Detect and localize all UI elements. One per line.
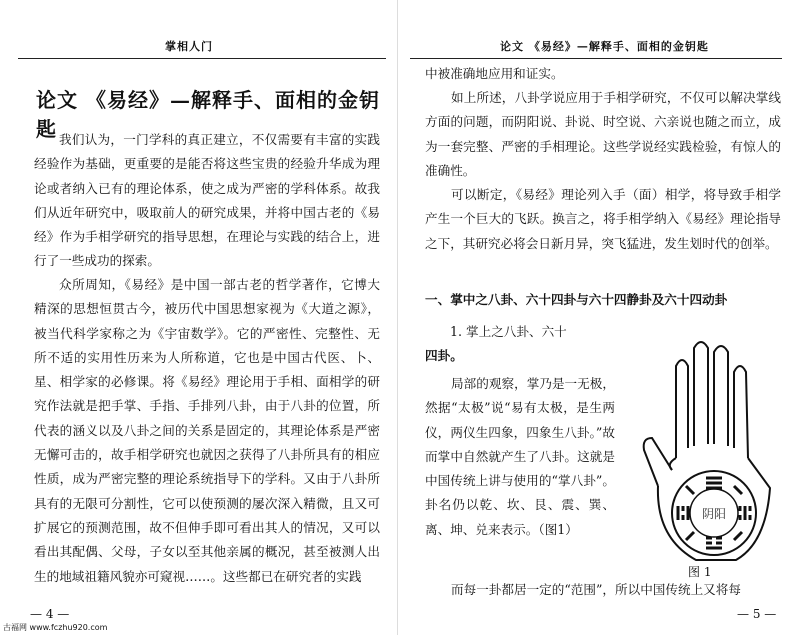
palm-illustration: [636, 338, 786, 568]
figure-caption: 图 1: [688, 565, 712, 579]
right-paragraph-3: 局部的观察，掌乃是一无极，然据“太极”说“易有太极，是生两仪，两仪生四象，四象生八卦。”故而掌中自然就产生了八卦。这就是中国传统上讲与使用的“掌八卦”。卦名仍以乾、坎、艮、震、巽、离、坤、兑来表示。（图1）: [425, 376, 615, 537]
left-header-rule: [18, 58, 386, 59]
palm-bagua-figure: [636, 338, 786, 568]
left-paragraph-2: 众所周知，《易经》是中国一部古老的哲学著作，它博大精深的思想恒贯古今，被历代中国思想家视为《大道之源》，被当代科学家称之为《宇宙数学》。它的严密性、完整性、无所不适的实用性历来为人所称道，它也是中国古代医、卜、星、相学家的必修课。将《易经》理论用于手相、面相学的研究作法就是把手掌、手指、手排列八卦，由于八卦的位置，所代表的涵义以及八卦之间的关系是固定的，其理论体系是严密无懈可击的，故手相学研究也就因之获得了八卦所具有的相应性质，成为严密完整的理论系统指导下的学科。又由于八卦所具有的无限可分割性，它可以使预测的屡次深入精微，且又可扩展它的预测范围，故不但伸手即可看出其人的情况，又可以看出其配偶、父母，子女以至其他亲属的概况，甚至被测人出生的地域祖籍风貌亦可窥视……。这些都已在研究者的实践: [34, 277, 380, 584]
right-paragraph-0: 中被准确地应用和证实。: [425, 66, 564, 81]
left-paragraph-1: 我们认为，一门学科的真正建立，不仅需要有丰富的实践经验作为基础，更重要的是能否将这些宝贵的经验升华成为理论或者纳入已有的理论体系，使之成为严密的学科体系。故我们从近年研究中，吸取前人的研究成果，并将中国古老的《易经》作为手相学研究的指导思想，在理论与实践的结合上，进行了一些成功的探索。: [34, 132, 380, 269]
subsection-heading-line2: 四卦。: [425, 348, 463, 363]
right-running-header: 论文 《易经》—解释手、面相的金钥匙: [500, 40, 709, 53]
right-page-number: — 5 —: [737, 607, 777, 621]
right-paragraph-4: 而每一卦都居一定的“范围”，所以中国传统上又将每: [451, 582, 741, 597]
right-paragraph-2: 可以断定，《易经》理论列入手（面）相学，将导致手相学产生一个巨大的飞跃。换言之，将手相学纳入《易经》理论指导之下，其研究必将会日新月异，突飞猛进，发生划时代的创举。: [425, 187, 781, 251]
left-page-number: — 4 —: [30, 607, 70, 621]
figure-yinyang-text: 阴阳: [702, 507, 727, 521]
left-running-header: 掌相人门: [165, 40, 213, 53]
right-header-rule: [410, 58, 782, 59]
subsection-heading-line1: 1. 掌上之八卦、六十: [450, 324, 567, 339]
article-title: 论文 《易经》—解释手、面相的金钥匙: [36, 88, 380, 141]
section-heading: 一、掌中之八卦、六十四卦与六十四静卦及六十四动卦: [425, 292, 728, 307]
right-paragraph-1: 如上所述，八卦学说应用于手相学研究，不仅可以解决掌线方面的问题，而阴阳说、卦说、时空说、六亲说也随之而立，成为一套完整、严密的手相理论。这些学说经实践检验，有惊人的准确性。: [425, 90, 781, 178]
site-watermark: 古福网 www.fczhu920.com: [3, 623, 108, 632]
